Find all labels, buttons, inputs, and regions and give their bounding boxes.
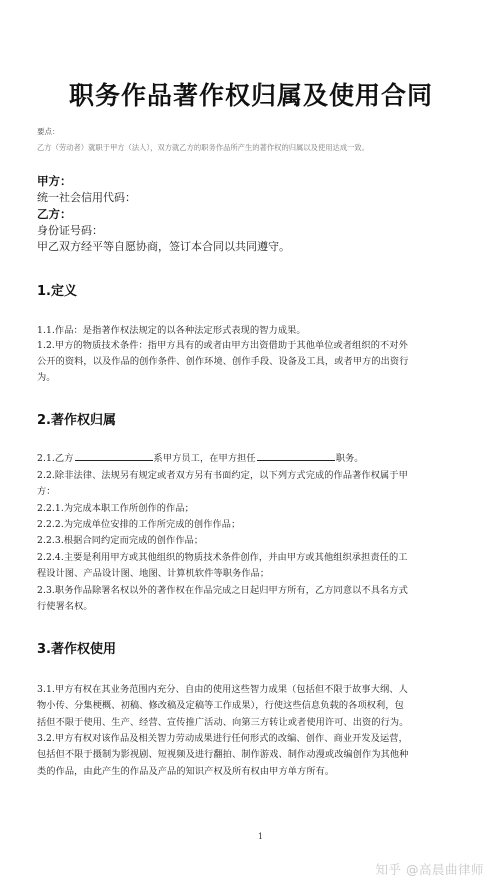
section1-line: 1.1.作品：是指著作权法规定的以各种法定形式表现的智力成果。: [37, 325, 306, 336]
clause-2-1-middle: 系甲方员工，在甲方担任: [153, 453, 256, 464]
clause-2-1-prefix: 2.1.乙方: [37, 453, 74, 464]
section2-line: 方：: [37, 486, 56, 497]
key-points-text: 乙方（劳动者）就职于甲方（法人），双方就乙方的职务作品所产生的著作权的归属以及使用达成一致。: [37, 143, 370, 152]
section3-line: 括但不限于使用、生产、经营、宣传推广活动、向第三方转让或者使用许可、出资的行为。: [37, 717, 409, 728]
section3-line: 类的作品，由此产生的作品及产品的知识产权及所有权由甲方单方所有。: [37, 766, 335, 777]
section1-line: 1.2.甲方的物质技术条件：指甲方具有的或者由甲方出资借助于其他单位或者组织的不对外: [37, 340, 408, 351]
position-blank: [257, 451, 335, 461]
section-heading-usage: 3.著作权使用: [37, 642, 116, 657]
section3-line: 3.1.甲方有权在其业务范围内充分、自由的使用这些智力成果（包括但不限于故事大纲、人: [37, 684, 408, 695]
employee-name-blank: [75, 451, 153, 461]
section3-line: 3.2.甲方有权对该作品及相关智力劳动成果进行任何形式的改编、创作、商业开发及运营，: [37, 733, 408, 744]
clause-2-1-suffix: 职务。: [335, 453, 364, 464]
section2-line: 2.2.4.主要是利用甲方或其他组织的物质技术条件创作，并由甲方或其他组织承担责任的工: [37, 552, 408, 563]
section2-line: 2.2.3.根据合同约定而完成的创作作品；: [37, 535, 204, 546]
party-b-label: 乙方：: [37, 207, 72, 221]
document-title: 职务作品著作权归属及使用合同: [68, 81, 433, 110]
section1-line: 公开的资料，以及作品的创作条件、创作环境、创作手段、设备及工具，或者甲方的出资行: [37, 356, 409, 367]
watermark: 知乎 @高晨曲律师: [375, 862, 484, 877]
section-heading-ownership: 2.著作权归属: [37, 413, 116, 428]
key-points-label: 要点：: [37, 127, 60, 136]
id-number-label: 身份证号码：: [37, 224, 103, 237]
section3-line: 包括但不限于摄制为影视剧、短视频及进行翻拍、制作游戏、制作动漫或改编创作为其他种: [37, 749, 409, 760]
section2-line: 2.2.除非法律、法规另有规定或者双方另有书面约定，以下列方式完成的作品著作权属于甲: [37, 470, 408, 481]
clause-2-1: [37, 450, 364, 464]
agreement-line: 甲乙双方经平等自愿协商，签订本合同以共同遵守。: [37, 240, 290, 253]
section3-line: 物小传、分集梗概、初稿、修改稿及定稿等工作成果），行使这些信息负载的各项权利，包: [37, 700, 404, 711]
section2-line: 2.3.职务作品除署名权以外的著作权在作品完成之日起归甲方所有，乙方同意以不具名方式: [37, 585, 408, 596]
section2-line: 2.2.1.为完成本职工作所创作的作品；: [37, 503, 194, 514]
party-a-label: 甲方：: [37, 174, 72, 188]
page-number: 1: [258, 832, 264, 841]
section2-line: 2.2.2.为完成单位安排的工作所完成的创作作品；: [37, 519, 241, 530]
section-heading-definitions: 1.定义: [37, 284, 77, 299]
section2-line: 程设计图、产品设计图、地图、计算机软件等职务作品；: [37, 568, 270, 579]
section2-line: 行使署名权。: [37, 601, 93, 612]
credit-code-label: 统一社会信用代码：: [37, 191, 136, 204]
section1-line: 为。: [37, 372, 56, 383]
